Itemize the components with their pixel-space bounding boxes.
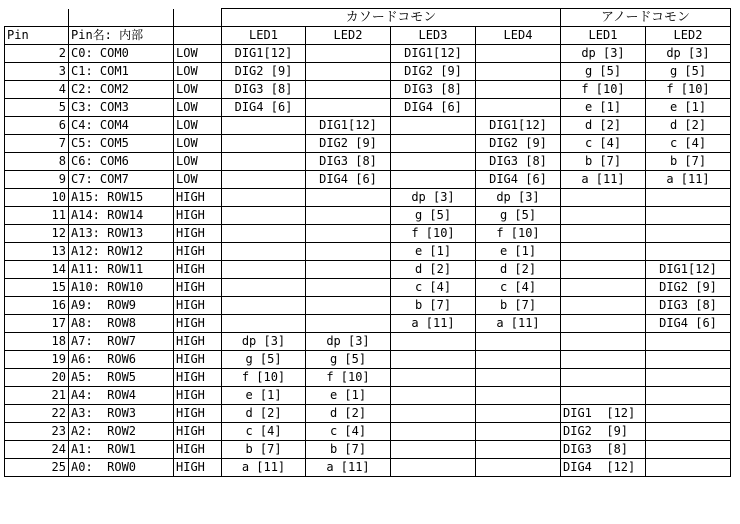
anode-led2-cell: DIG2 [9] xyxy=(646,279,731,297)
cathode-led3-cell xyxy=(391,459,476,477)
pin-level: HIGH xyxy=(174,261,222,279)
anode-led2-cell: a [11] xyxy=(646,171,731,189)
pin-name: C0: COM0 xyxy=(69,45,174,63)
anode-led1-cell xyxy=(561,243,646,261)
header-pin: Pin xyxy=(5,27,69,45)
pin-number: 23 xyxy=(5,423,69,441)
cathode-led2-cell: b [7] xyxy=(306,441,391,459)
cathode-led1-cell xyxy=(222,153,306,171)
cathode-led4-cell xyxy=(476,387,561,405)
pin-level: HIGH xyxy=(174,459,222,477)
cathode-led1-cell: c [4] xyxy=(222,423,306,441)
pin-name: C7: COM7 xyxy=(69,171,174,189)
cathode-led2-cell xyxy=(306,315,391,333)
blank-cell xyxy=(5,9,69,27)
table-row xyxy=(5,207,731,225)
cathode-led1-cell xyxy=(222,315,306,333)
pin-level: HIGH xyxy=(174,315,222,333)
table-row xyxy=(5,333,731,351)
pin-level: LOW xyxy=(174,63,222,81)
anode-led2-cell xyxy=(646,333,731,351)
anode-led1-cell: DIG2 [9] xyxy=(561,423,646,441)
anode-led2-cell: DIG4 [6] xyxy=(646,315,731,333)
cathode-led4-cell xyxy=(476,81,561,99)
cathode-led4-cell: b [7] xyxy=(476,297,561,315)
anode-led1-cell xyxy=(561,369,646,387)
cathode-led1-cell xyxy=(222,279,306,297)
pin-assignment-table xyxy=(4,8,731,477)
pin-name: A8: ROW8 xyxy=(69,315,174,333)
anode-led1-cell: d [2] xyxy=(561,117,646,135)
cathode-led4-cell: a [11] xyxy=(476,315,561,333)
cathode-led1-cell xyxy=(222,297,306,315)
pin-number: 15 xyxy=(5,279,69,297)
table-row xyxy=(5,63,731,81)
anode-led1-cell: f [10] xyxy=(561,81,646,99)
cathode-led2-cell xyxy=(306,81,391,99)
cathode-led1-cell xyxy=(222,171,306,189)
header-cathode-led4: LED4 xyxy=(476,27,561,45)
cathode-led4-cell xyxy=(476,405,561,423)
pin-name: A7: ROW7 xyxy=(69,333,174,351)
cathode-led3-cell: g [5] xyxy=(391,207,476,225)
cathode-led3-cell xyxy=(391,423,476,441)
cathode-led4-cell: DIG3 [8] xyxy=(476,153,561,171)
cathode-led3-cell xyxy=(391,369,476,387)
pin-number: 5 xyxy=(5,99,69,117)
cathode-led3-cell: dp [3] xyxy=(391,189,476,207)
cathode-led1-cell xyxy=(222,135,306,153)
pin-level: HIGH xyxy=(174,297,222,315)
group-anode-common: アノードコモン xyxy=(561,9,731,27)
cathode-led1-cell xyxy=(222,207,306,225)
pin-name: A0: ROW0 xyxy=(69,459,174,477)
pin-level: HIGH xyxy=(174,189,222,207)
table-row xyxy=(5,405,731,423)
pin-name: C2: COM2 xyxy=(69,81,174,99)
pin-name: A6: ROW6 xyxy=(69,351,174,369)
cathode-led2-cell xyxy=(306,261,391,279)
pin-name: A15: ROW15 xyxy=(69,189,174,207)
cathode-led3-cell xyxy=(391,351,476,369)
cathode-led1-cell: DIG4 [6] xyxy=(222,99,306,117)
cathode-led2-cell xyxy=(306,207,391,225)
anode-led2-cell: b [7] xyxy=(646,153,731,171)
anode-led1-cell: a [11] xyxy=(561,171,646,189)
cathode-led1-cell xyxy=(222,243,306,261)
anode-led1-cell: g [5] xyxy=(561,63,646,81)
cathode-led4-cell: f [10] xyxy=(476,225,561,243)
pin-number: 14 xyxy=(5,261,69,279)
anode-led1-cell: DIG1 [12] xyxy=(561,405,646,423)
cathode-led4-cell: dp [3] xyxy=(476,189,561,207)
cathode-led4-cell xyxy=(476,459,561,477)
cathode-led3-cell: d [2] xyxy=(391,261,476,279)
pin-number: 24 xyxy=(5,441,69,459)
table-row xyxy=(5,441,731,459)
pin-name: C4: COM4 xyxy=(69,117,174,135)
anode-led1-cell: b [7] xyxy=(561,153,646,171)
cathode-led4-cell: DIG4 [6] xyxy=(476,171,561,189)
cathode-led3-cell xyxy=(391,171,476,189)
pin-level: LOW xyxy=(174,153,222,171)
cathode-led4-cell: d [2] xyxy=(476,261,561,279)
pin-name: A4: ROW4 xyxy=(69,387,174,405)
anode-led1-cell xyxy=(561,207,646,225)
cathode-led1-cell: f [10] xyxy=(222,369,306,387)
pin-level: HIGH xyxy=(174,333,222,351)
pin-level: HIGH xyxy=(174,207,222,225)
table-row xyxy=(5,297,731,315)
pin-name: C6: COM6 xyxy=(69,153,174,171)
cathode-led3-cell xyxy=(391,333,476,351)
pin-name: C1: COM1 xyxy=(69,63,174,81)
cathode-led4-cell xyxy=(476,351,561,369)
anode-led2-cell xyxy=(646,189,731,207)
blank-cell xyxy=(174,9,222,27)
table-row xyxy=(5,279,731,297)
anode-led1-cell xyxy=(561,225,646,243)
table-row xyxy=(5,99,731,117)
anode-led2-cell xyxy=(646,459,731,477)
cathode-led4-cell: c [4] xyxy=(476,279,561,297)
cathode-led1-cell: dp [3] xyxy=(222,333,306,351)
cathode-led4-cell: DIG2 [9] xyxy=(476,135,561,153)
cathode-led2-cell: g [5] xyxy=(306,351,391,369)
group-cathode-common: カソードコモン xyxy=(222,9,561,27)
anode-led1-cell: DIG3 [8] xyxy=(561,441,646,459)
anode-led2-cell xyxy=(646,225,731,243)
cathode-led2-cell xyxy=(306,99,391,117)
pin-number: 22 xyxy=(5,405,69,423)
cathode-led2-cell: d [2] xyxy=(306,405,391,423)
table-row xyxy=(5,117,731,135)
cathode-led2-cell xyxy=(306,279,391,297)
cathode-led4-cell: DIG1[12] xyxy=(476,117,561,135)
table-row xyxy=(5,153,731,171)
pin-number: 18 xyxy=(5,333,69,351)
table-row xyxy=(5,423,731,441)
table-row xyxy=(5,135,731,153)
pin-number: 13 xyxy=(5,243,69,261)
cathode-led3-cell xyxy=(391,153,476,171)
anode-led2-cell xyxy=(646,351,731,369)
cathode-led3-cell xyxy=(391,387,476,405)
anode-led2-cell xyxy=(646,423,731,441)
pin-number: 10 xyxy=(5,189,69,207)
pin-number: 6 xyxy=(5,117,69,135)
cathode-led3-cell: DIG3 [8] xyxy=(391,81,476,99)
pin-level: LOW xyxy=(174,81,222,99)
cathode-led1-cell xyxy=(222,225,306,243)
anode-led2-cell xyxy=(646,387,731,405)
cathode-led2-cell: DIG1[12] xyxy=(306,117,391,135)
pin-level: HIGH xyxy=(174,279,222,297)
pin-number: 3 xyxy=(5,63,69,81)
pin-level: LOW xyxy=(174,99,222,117)
pin-number: 25 xyxy=(5,459,69,477)
anode-led2-cell: f [10] xyxy=(646,81,731,99)
pin-number: 16 xyxy=(5,297,69,315)
anode-led2-cell: e [1] xyxy=(646,99,731,117)
anode-led1-cell: DIG4 [12] xyxy=(561,459,646,477)
cathode-led4-cell: g [5] xyxy=(476,207,561,225)
cathode-led1-cell: a [11] xyxy=(222,459,306,477)
cathode-led3-cell: b [7] xyxy=(391,297,476,315)
pin-name: A13: ROW13 xyxy=(69,225,174,243)
table-row xyxy=(5,261,731,279)
cathode-led2-cell xyxy=(306,63,391,81)
anode-led1-cell xyxy=(561,387,646,405)
pin-name: A1: ROW1 xyxy=(69,441,174,459)
pin-level: LOW xyxy=(174,45,222,63)
table-row xyxy=(5,225,731,243)
pin-level: LOW xyxy=(174,117,222,135)
pin-number: 12 xyxy=(5,225,69,243)
anode-led2-cell: dp [3] xyxy=(646,45,731,63)
cathode-led3-cell: c [4] xyxy=(391,279,476,297)
pin-number: 8 xyxy=(5,153,69,171)
pin-name: A14: ROW14 xyxy=(69,207,174,225)
cathode-led2-cell: c [4] xyxy=(306,423,391,441)
anode-led1-cell xyxy=(561,351,646,369)
cathode-led3-cell xyxy=(391,135,476,153)
pin-number: 11 xyxy=(5,207,69,225)
pin-name: C3: COM3 xyxy=(69,99,174,117)
header-cathode-led3: LED3 xyxy=(391,27,476,45)
cathode-led2-cell: DIG3 [8] xyxy=(306,153,391,171)
pin-level: LOW xyxy=(174,135,222,153)
cathode-led3-cell: DIG4 [6] xyxy=(391,99,476,117)
cathode-led4-cell xyxy=(476,333,561,351)
table-row xyxy=(5,45,731,63)
pin-level: HIGH xyxy=(174,423,222,441)
cathode-led3-cell: e [1] xyxy=(391,243,476,261)
anode-led2-cell: c [4] xyxy=(646,135,731,153)
anode-led2-cell xyxy=(646,441,731,459)
pin-level: HIGH xyxy=(174,441,222,459)
anode-led1-cell xyxy=(561,279,646,297)
anode-led1-cell: c [4] xyxy=(561,135,646,153)
cathode-led3-cell: a [11] xyxy=(391,315,476,333)
cathode-led4-cell xyxy=(476,441,561,459)
cathode-led3-cell: DIG1[12] xyxy=(391,45,476,63)
header-anode-led2: LED2 xyxy=(646,27,731,45)
blank-cell xyxy=(69,9,174,27)
pin-number: 20 xyxy=(5,369,69,387)
cathode-led4-cell xyxy=(476,45,561,63)
cathode-led1-cell: DIG2 [9] xyxy=(222,63,306,81)
cathode-led2-cell xyxy=(306,243,391,261)
anode-led2-cell xyxy=(646,369,731,387)
pin-name: A5: ROW5 xyxy=(69,369,174,387)
cathode-led1-cell: d [2] xyxy=(222,405,306,423)
pin-level: HIGH xyxy=(174,369,222,387)
cathode-led1-cell: DIG3 [8] xyxy=(222,81,306,99)
cathode-led2-cell xyxy=(306,297,391,315)
table-row xyxy=(5,351,731,369)
pin-number: 17 xyxy=(5,315,69,333)
cathode-led1-cell: b [7] xyxy=(222,441,306,459)
header-cathode-led1: LED1 xyxy=(222,27,306,45)
cathode-led4-cell xyxy=(476,99,561,117)
anode-led2-cell: DIG3 [8] xyxy=(646,297,731,315)
cathode-led2-cell: a [11] xyxy=(306,459,391,477)
cathode-led3-cell xyxy=(391,117,476,135)
cathode-led1-cell: DIG1[12] xyxy=(222,45,306,63)
cathode-led2-cell xyxy=(306,189,391,207)
pin-name: A11: ROW11 xyxy=(69,261,174,279)
cathode-led4-cell xyxy=(476,63,561,81)
pin-level: LOW xyxy=(174,171,222,189)
column-header-row xyxy=(5,27,731,45)
anode-led1-cell: e [1] xyxy=(561,99,646,117)
anode-led1-cell xyxy=(561,261,646,279)
cathode-led2-cell: f [10] xyxy=(306,369,391,387)
anode-led1-cell xyxy=(561,333,646,351)
pin-name: C5: COM5 xyxy=(69,135,174,153)
table-row xyxy=(5,369,731,387)
pin-name: A3: ROW3 xyxy=(69,405,174,423)
table-row xyxy=(5,459,731,477)
cathode-led3-cell xyxy=(391,405,476,423)
pin-level: HIGH xyxy=(174,387,222,405)
cathode-led1-cell xyxy=(222,117,306,135)
table-row xyxy=(5,315,731,333)
cathode-led3-cell: DIG2 [9] xyxy=(391,63,476,81)
cathode-led2-cell: DIG2 [9] xyxy=(306,135,391,153)
header-level xyxy=(174,27,222,45)
anode-led2-cell xyxy=(646,207,731,225)
anode-led2-cell: g [5] xyxy=(646,63,731,81)
pin-name: A9: ROW9 xyxy=(69,297,174,315)
cathode-led1-cell: e [1] xyxy=(222,387,306,405)
anode-led1-cell xyxy=(561,315,646,333)
anode-led2-cell xyxy=(646,405,731,423)
table-row xyxy=(5,189,731,207)
anode-led1-cell: dp [3] xyxy=(561,45,646,63)
pin-level: HIGH xyxy=(174,225,222,243)
pin-number: 21 xyxy=(5,387,69,405)
anode-led1-cell xyxy=(561,297,646,315)
cathode-led4-cell: e [1] xyxy=(476,243,561,261)
cathode-led2-cell xyxy=(306,45,391,63)
table-row xyxy=(5,243,731,261)
header-anode-led1: LED1 xyxy=(561,27,646,45)
header-cathode-led2: LED2 xyxy=(306,27,391,45)
pin-number: 4 xyxy=(5,81,69,99)
pin-number: 19 xyxy=(5,351,69,369)
cathode-led4-cell xyxy=(476,369,561,387)
cathode-led3-cell: f [10] xyxy=(391,225,476,243)
pin-name: A2: ROW2 xyxy=(69,423,174,441)
cathode-led2-cell xyxy=(306,225,391,243)
pin-name: A10: ROW10 xyxy=(69,279,174,297)
table-row xyxy=(5,171,731,189)
cathode-led2-cell: DIG4 [6] xyxy=(306,171,391,189)
pin-number: 2 xyxy=(5,45,69,63)
pin-level: HIGH xyxy=(174,351,222,369)
cathode-led2-cell: e [1] xyxy=(306,387,391,405)
table-row xyxy=(5,81,731,99)
anode-led1-cell xyxy=(561,189,646,207)
cathode-led4-cell xyxy=(476,423,561,441)
cathode-led1-cell xyxy=(222,189,306,207)
pin-level: HIGH xyxy=(174,243,222,261)
pin-level: HIGH xyxy=(174,405,222,423)
table-row xyxy=(5,387,731,405)
header-pin-name: Pin名: 内部 xyxy=(69,27,174,45)
pin-number: 7 xyxy=(5,135,69,153)
cathode-led3-cell xyxy=(391,441,476,459)
cathode-led1-cell xyxy=(222,261,306,279)
anode-led2-cell: d [2] xyxy=(646,117,731,135)
pin-name: A12: ROW12 xyxy=(69,243,174,261)
pin-number: 9 xyxy=(5,171,69,189)
anode-led2-cell: DIG1[12] xyxy=(646,261,731,279)
cathode-led1-cell: g [5] xyxy=(222,351,306,369)
anode-led2-cell xyxy=(646,243,731,261)
group-header-row xyxy=(5,9,731,27)
cathode-led2-cell: dp [3] xyxy=(306,333,391,351)
